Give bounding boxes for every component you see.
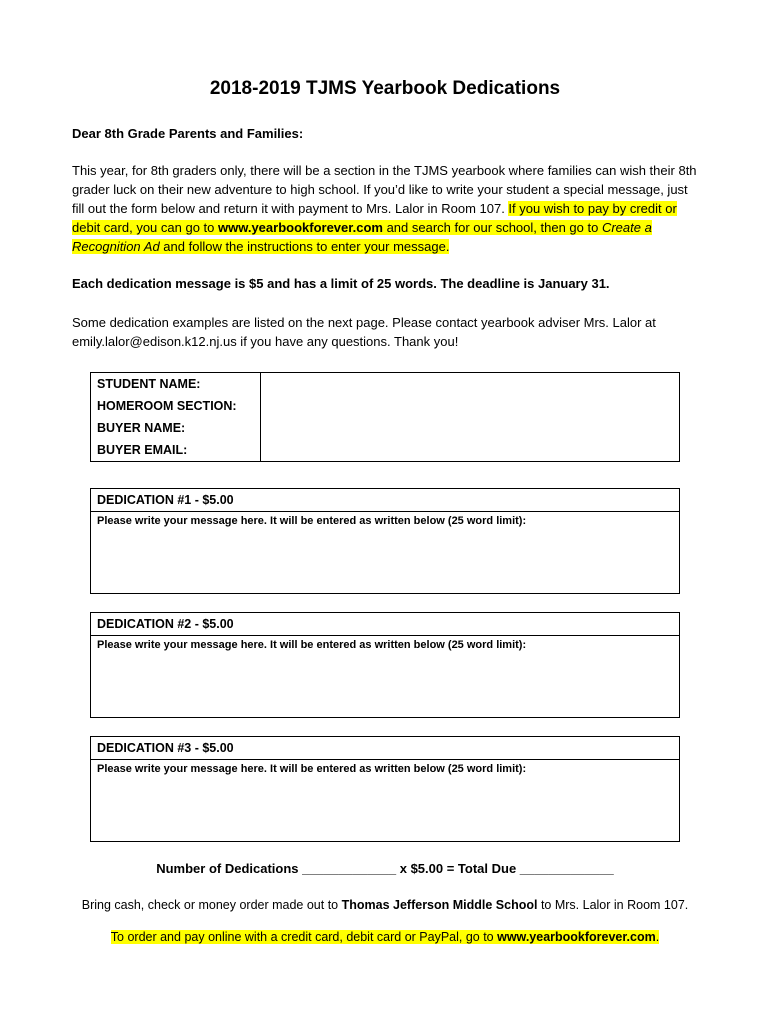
highlight-text-2: and search for our school, then go to [382,220,602,235]
homeroom-label: HOMEROOM SECTION: [91,395,261,417]
dedication-box-2 [90,612,680,718]
dedication-1-heading: DEDICATION #1 - $5.00 [91,489,679,512]
dedication-3-heading: DEDICATION #3 - $5.00 [91,737,679,760]
school-name: Thomas Jefferson Middle School [341,898,538,912]
examples-note: Some dedication examples are listed on the next page. Please contact yearbook adviser Mrs. Lalor at emily.lalor@edison.k12.nj.us if you have any questions. Thank you! [72,315,656,349]
highlight-text-3: and follow the instructions to enter your message. [159,239,450,254]
dedication-1-instruction: Please write your message here. It will be entered as written below (25 word limit): [97,515,527,527]
intro-paragraph [72,161,702,256]
dedication-3-message-area[interactable] [91,778,679,838]
greeting: Dear 8th Grade Parents and Families: [72,126,304,141]
intro-text: This year, for 8th graders only, there will be a section in the TJMS yearbook where families can wish their 8th grader luck on their new adventure to high school. If you’d like to write your student a special message, just fill out the form below and return it with payment to Mrs. Lalor in Room 107. [72,163,697,216]
online-order-note [0,930,770,944]
online-website-link[interactable]: www.yearbookforever.com [497,930,656,944]
buyer-email-label: BUYER EMAIL: [91,439,261,462]
dedication-2-heading: DEDICATION #2 - $5.00 [91,613,679,636]
online-text-pre: To order and pay online with a credit card, debit card or PayPal, go to [110,930,498,944]
info-row-buyer-email [91,439,680,462]
buyer-email-field[interactable] [261,439,680,462]
buyer-info-table [90,372,680,462]
highlight-text-1: If you wish to pay by credit or debit card, you can go to [72,201,677,235]
payment-text-pre: Bring cash, check or money order made out to [81,898,342,912]
dedication-2-instruction: Please write your message here. It will be entered as written below (25 word limit): [97,639,527,651]
buyer-name-label: BUYER NAME: [91,417,261,439]
online-text-post: . [655,930,660,944]
homeroom-field[interactable] [261,395,680,417]
info-row-homeroom [91,395,680,417]
cost-note: Each dedication message is $5 and has a limit of 25 words. The deadline is January 31. [72,276,610,291]
student-name-field[interactable] [261,373,680,396]
dedication-box-3 [90,736,680,842]
page-title: 2018-2019 TJMS Yearbook Dedications [209,78,561,99]
dedication-1-message-area[interactable] [91,530,679,590]
payment-instructions [0,898,770,912]
student-name-label: STUDENT NAME: [91,373,261,396]
website-link[interactable]: www.yearbookforever.com [217,220,383,235]
dedication-3-instruction: Please write your message here. It will be entered as written below (25 word limit): [97,763,527,775]
info-row-student-name [91,373,680,396]
total-due-line: Number of Dedications _____________ x $5.00 = Total Due _____________ [156,861,614,876]
dedication-box-1 [90,488,680,594]
buyer-name-field[interactable] [261,417,680,439]
dedication-2-message-area[interactable] [91,654,679,714]
info-row-buyer-name [91,417,680,439]
payment-text-post: to Mrs. Lalor in Room 107. [537,898,689,912]
recognition-ad-text: Create a Recognition Ad [72,220,652,254]
